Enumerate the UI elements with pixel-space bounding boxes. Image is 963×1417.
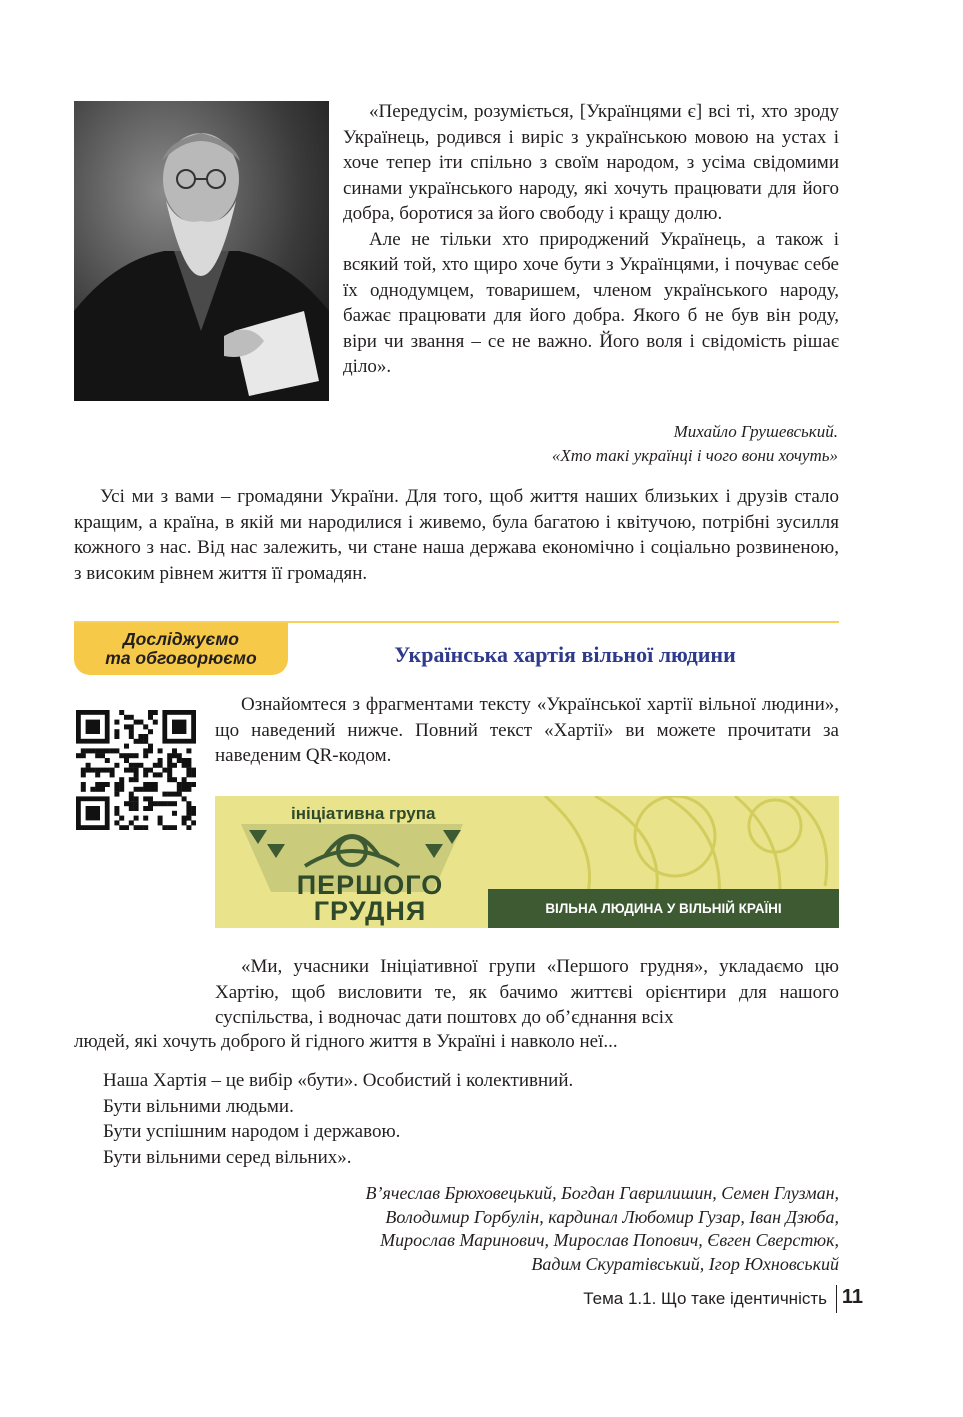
charter-line: Бути вільними серед вільних». — [103, 1146, 352, 1168]
charter-intro-continued — [74, 1029, 839, 1055]
signers-line: Володимир Горбулін, кардинал Любомир Гузар, Іван Дзюба, — [385, 1206, 839, 1227]
footer-topic: Тема 1.1. Що таке ідентичність — [583, 1289, 827, 1308]
signers-line: Вадим Скуратівський, Ігор Юхновський — [531, 1253, 839, 1274]
banner-title-line: ГРУДНЯ — [313, 896, 427, 926]
signers-line: В’ячеслав Брюховецький, Богдан Гаврилишин, Семен Глузман, — [365, 1183, 839, 1203]
charter-signers — [230, 1182, 839, 1276]
badge-line: Досліджуємо — [123, 629, 239, 649]
page-footer — [520, 1285, 863, 1315]
badge-line: та обговорюємо — [105, 648, 257, 668]
qr-code-icon[interactable] — [76, 710, 196, 830]
quote-paragraph: «Передусім, розуміється, [Українцями є] всі ті, хто зроду Українець, родився і виріс з українською мовою на устах і хоче тепер іти спільно з своїм народом, з усіма свідомими синами українського народу, які хочуть працювати для його добра, боротися за його свободу і кращу долю. — [343, 101, 839, 224]
banner-title-line: ПЕРШОГО — [296, 870, 444, 900]
paragraph-text: Усі ми з вами – громадяни України. Для того, щоб життя наших близьких і друзів стало кращим, а країна, в якій ми народилися і живемо, була багатою і квітучою, потрібні зусилля кожного з нас. Від нас залежить, чи стане наша держава економічно і соціально розвиненою, з високим рівнем життя її громадян. — [74, 486, 839, 584]
section-badge — [74, 623, 288, 675]
portrait-photo — [74, 101, 329, 401]
section-title: Українська хартія вільної людини — [394, 642, 736, 667]
quote-attribution — [380, 420, 838, 468]
paragraph-text: людей, які хочуть доброго й гідного життя в Україні і навколо неї... — [74, 1031, 618, 1052]
banner-group-label: ініціативна група — [291, 804, 436, 823]
citizens-paragraph — [74, 484, 839, 586]
quote-source: «Хто такі українці і чого вони хочуть» — [551, 446, 838, 465]
initiative-group-banner — [215, 796, 839, 928]
signers-line: Мирослав Маринович, Мирослав Попович, Євген Сверстюк, — [380, 1230, 839, 1250]
page-number: 11 — [841, 1286, 863, 1308]
charter-line: Бути вільними людьми. — [103, 1095, 294, 1117]
paragraph-text: «Ми, учасники Ініціативної групи «Першого грудня», укладаємо цю Хартію, щоб висловити те, як бачимо життєві орієнтири для нашого суспільства, і водночас дати поштовх до об’єднання всіх — [215, 956, 839, 1028]
intro-paragraph — [215, 692, 839, 769]
grushevsky-quote — [343, 99, 839, 380]
quote-paragraph: Але не тільки хто природжений Українець, а також і всякий той, хто щиро хоче бути з Українцями, і почуває себе їх однодумцем, товаришем, членом українського народу, бажає працювати для його добра. Якого б не був він роду, віри чи звання – се не важно. Його воля і свідомість рішає діло». — [343, 228, 839, 377]
paragraph-text: Ознайомтеся з фрагментами тексту «Української хартії вільної людини», що наведений нижче. Повний текст «Хартії» ви можете прочитати за наведеним QR-кодом. — [215, 694, 839, 766]
quote-author: Михайло Грушевський. — [673, 422, 838, 441]
charter-intro — [215, 954, 839, 1031]
charter-lines — [103, 1068, 839, 1170]
footer-separator — [836, 1285, 838, 1313]
charter-line: Бути успішним народом і державою. — [103, 1121, 401, 1142]
charter-line: Наша Хартія – це вибір «бути». Особистий і колективний. — [103, 1070, 574, 1091]
banner-slogan: ВІЛЬНА ЛЮДИНА У ВІЛЬНІЙ КРАЇНІ — [488, 889, 839, 928]
